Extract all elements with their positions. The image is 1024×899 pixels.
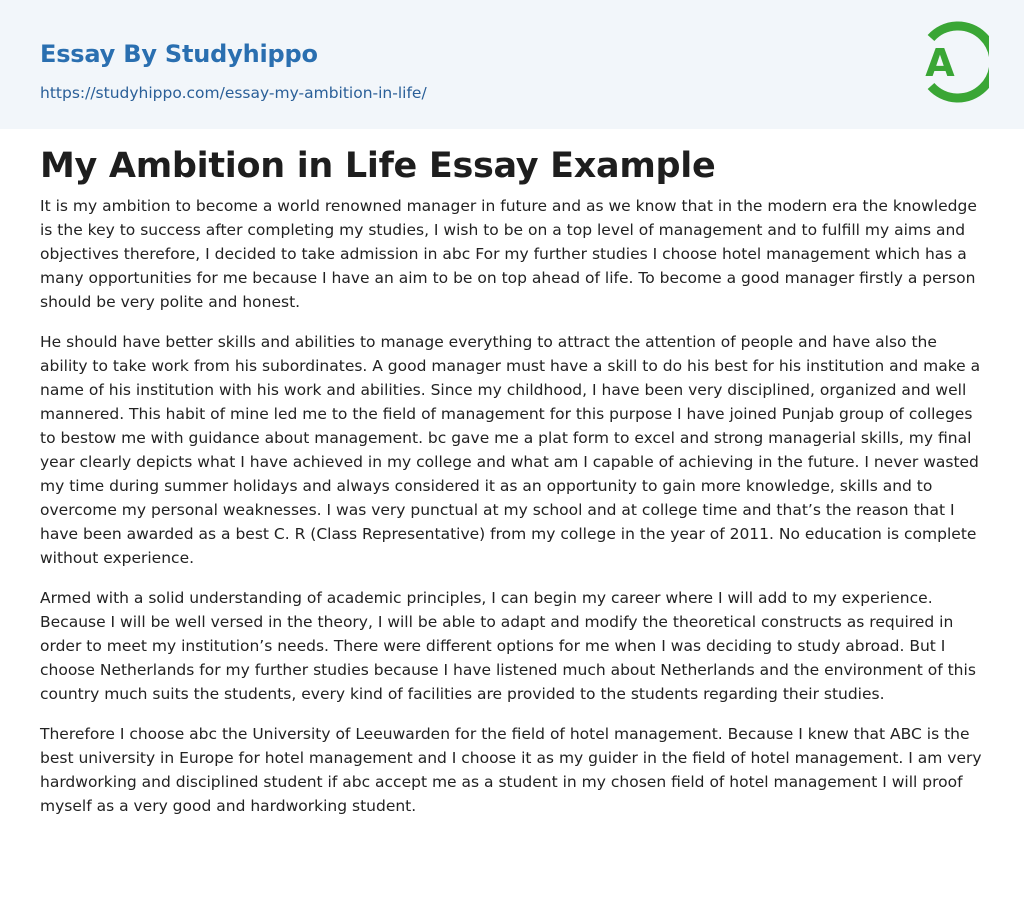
logo-letter: A [925,41,955,85]
essay-paragraph: Therefore I choose abc the University of Leeuwarden for the field of hotel management. Because I knew that ABC is the best university in Europe for hotel management and I choose it as my guider in the field of hotel management. I am very hardworking and disciplined student if abc accept me as a student in my chosen field of hotel management I will proof myself as a very good and hardworking student. [40,725,982,815]
essay-paragraph: Armed with a solid understanding of academic principles, I can begin my career where I will add to my experience. Because I will be well versed in the theory, I will be able to adapt and modify the theoretical constructs as required in order to meet my institution’s needs. There were different options for me when I was deciding to study abroad. But I choose Netherlands for my further studies because I have listened much about Netherlands and the environment of this country much suits the students, every kind of facilities are provided to the students regarding their studies. [40,589,976,703]
essay-body [40,194,984,834]
site-header [0,0,1024,129]
page-title: My Ambition in Life Essay Example [40,146,716,186]
essay-paragraph: It is my ambition to become a world renowned manager in future and as we know that in the modern era the knowledge is the key to success after completing my studies, I wish to be on a top level of management and to fulfill my aims and objectives therefore, I decided to take admission in abc For my further studies I choose hotel management which has a many opportunities for me because I have an aim to be on top ahead of life. To become a good manager firstly a person should be very polite and honest. [40,197,977,311]
essay-paragraph: He should have better skills and abilities to manage everything to attract the attention of people and have also the ability to take work from his subordinates. A good manager must have a skill to do his best for his institution and make a name of his institution with his work and abilities. Since my childhood, I have been very disciplined, organized and well mannered. This habit of mine led me to the field of management for this purpose I have joined Punjab group of colleges to bestow me with guidance about management. bc gave me a plat form to excel and strong managerial skills, my final year clearly depicts what I have achieved in my college and what am I capable of achieving in the future. I never wasted my time during summer holidays and always considered it as an opportunity to gain more knowledge, skills and to overcome my personal weaknesses. I was very punctual at my school and at college time and that’s the reason that I have been awarded as a best C. R (Class Representative) from my college in the year of 2011. No education is complete without experience. [40,333,981,567]
essay-url-link[interactable]: https://studyhippo.com/essay-my-ambition-in-life/ [40,84,427,102]
site-brand[interactable]: Essay By Studyhippo [40,40,318,68]
circle-a-logo-icon[interactable] [909,18,989,106]
